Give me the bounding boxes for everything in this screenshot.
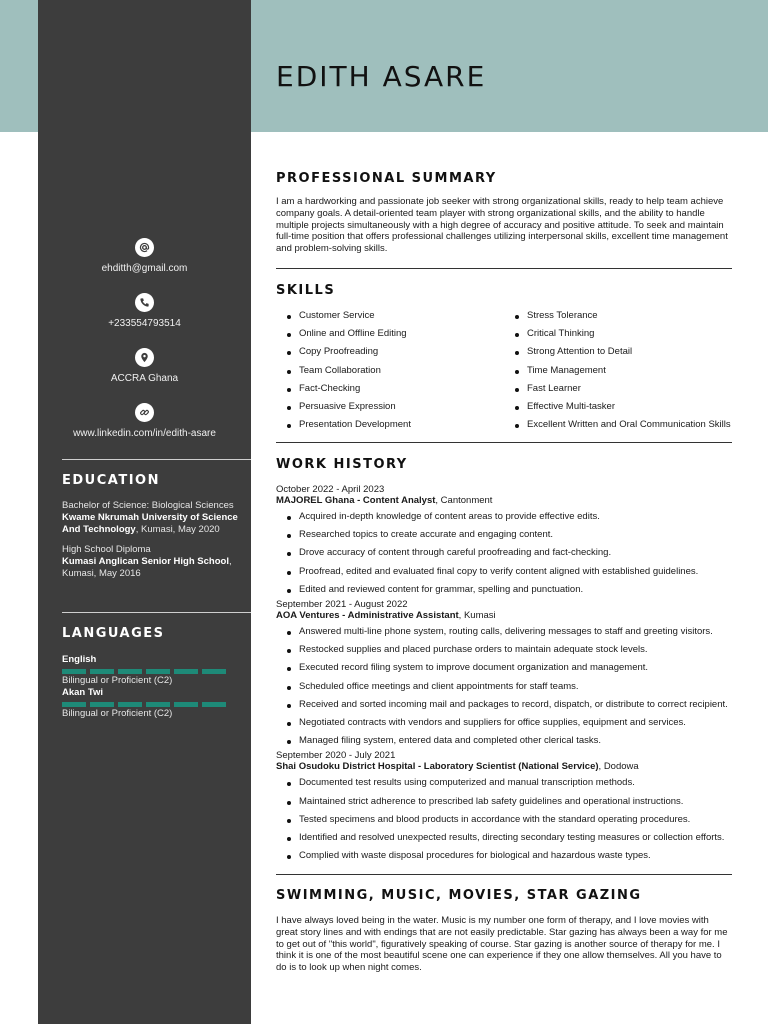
location-text: ACCRA Ghana — [110, 373, 179, 384]
work-heading: WORK HISTORY — [276, 457, 408, 472]
job-bullet: Drove accuracy of content through careful proofreading and fact-checking. — [276, 544, 732, 562]
job-bullets — [276, 508, 732, 599]
language-rating-bar — [62, 669, 251, 674]
hobbies-section — [276, 888, 732, 974]
job-bullets — [276, 623, 732, 750]
education-degree: Bachelor of Science: Biological Sciences — [62, 500, 234, 511]
job-bullet: Tested specimens and blood products in accordance with the standard operating procedures. — [276, 811, 732, 829]
skill-item: Stress Tolerance — [504, 307, 732, 325]
job-bullet: Managed filing system, entered data and completed other clerical tasks. — [276, 732, 732, 750]
skill-item: Persuasive Expression — [276, 398, 504, 416]
summary-section — [276, 171, 732, 255]
summary-text: I am a hardworking and passionate job seeker with strong organizational skills, ready to help team achieve company goals. A detail-oriented team player with strong organizational skills, and the ability to handle multiple projects simultaneously with a high degree of accuracy and positive attitude. To seek and maintain full-time position that offers professional challenges utilizing interpersonal skills, excellent time management and problem-solving skills. — [276, 196, 728, 255]
language-level: Bilingual or Proficient (C2) — [62, 675, 173, 686]
job-bullet: Proofread, edited and evaluated final copy to verify content aligned with established guidelines. — [276, 563, 732, 581]
job-bullet: Restocked supplies and placed purchase orders to maintain adequate stock levels. — [276, 641, 732, 659]
skill-item: Copy Proofreading — [276, 343, 504, 361]
education-detail: , Kumasi, May 2016 — [62, 556, 232, 579]
hobbies-text: I have always loved being in the water. Music is my number one form of therapy, and I love movies with great story lines and with endings that are not easily predictable. Star gazing has always been a way for me to get out of "this world", figuratively speaking of course. Star gazing is another source of therapy for me. I think it is one of the most beautiful scene one can experience if they one allow themselves. All you have to do is to look up when night comes. — [276, 915, 728, 974]
job-bullet: Identified and resolved unexpected results, directing secondary testing measures or collection efforts. — [276, 829, 732, 847]
job-location: , Dodowa — [598, 761, 639, 773]
rating-segment — [146, 702, 170, 707]
job-bullet: Answered multi-line phone system, routing calls, delivering messages to staff and greeting visitors. — [276, 623, 732, 641]
job-bullet: Received and sorted incoming mail and packages to record, dispatch, or distribute to correct recipient. — [276, 696, 732, 714]
skill-item: Fact-Checking — [276, 380, 504, 398]
skills-column-right — [504, 307, 732, 434]
skill-item: Strong Attention to Detail — [504, 343, 732, 361]
language-rating-bar — [62, 702, 251, 707]
sidebar-divider — [62, 612, 251, 613]
skill-item: Critical Thinking — [504, 325, 732, 343]
job-location: , Kumasi — [458, 610, 496, 622]
education-heading: EDUCATION — [62, 473, 160, 488]
rating-segment — [62, 702, 86, 707]
skills-list — [276, 307, 732, 434]
skill-item: Customer Service — [276, 307, 504, 325]
job-entry — [276, 599, 732, 750]
skill-item: Fast Learner — [504, 380, 732, 398]
job-entry — [276, 750, 732, 865]
education-school: Kumasi Anglican Senior High School — [62, 556, 229, 567]
sidebar — [38, 0, 251, 1024]
summary-heading: PROFESSIONAL SUMMARY — [276, 171, 497, 186]
education-degree: High School Diploma — [62, 544, 151, 555]
skill-item: Effective Multi-tasker — [504, 398, 732, 416]
languages-heading: LANGUAGES — [62, 626, 165, 641]
rating-segment — [90, 702, 114, 707]
skills-column-left — [276, 307, 504, 434]
rating-segment — [202, 669, 226, 674]
work-section — [276, 457, 732, 865]
job-bullet: Executed record filing system to improve document organization and management. — [276, 659, 732, 677]
skill-item: Online and Offline Editing — [276, 325, 504, 343]
hobbies-heading: SWIMMING, MUSIC, MOVIES, STAR GAZING — [276, 888, 642, 903]
rating-segment — [174, 702, 198, 707]
candidate-name: EDITH ASARE — [276, 60, 487, 93]
job-bullet: Researched topics to create accurate and engaging content. — [276, 526, 732, 544]
job-dates: September 2020 - July 2021 — [276, 750, 396, 762]
location-pin-icon — [135, 348, 154, 367]
contact-location — [38, 348, 251, 384]
job-entry — [276, 484, 732, 599]
language-item — [62, 687, 251, 720]
rating-segment — [174, 669, 198, 674]
job-bullet: Acquired in-depth knowledge of content areas to provide effective edits. — [276, 508, 732, 526]
section-divider — [276, 874, 732, 875]
rating-segment — [62, 669, 86, 674]
skill-item: Excellent Written and Oral Communication Skills — [504, 416, 732, 434]
job-dates: October 2022 - April 2023 — [276, 484, 385, 495]
job-bullet: Documented test results using computerized and manual transcription methods. — [276, 774, 732, 792]
contact-email — [38, 238, 251, 274]
job-bullet: Edited and reviewed content for grammar, spelling and punctuation. — [276, 581, 732, 599]
rating-segment — [90, 669, 114, 674]
phone-icon — [135, 293, 154, 312]
rating-segment — [118, 669, 142, 674]
education-item — [62, 500, 251, 536]
rating-segment — [146, 669, 170, 674]
sidebar-divider — [62, 459, 251, 460]
language-item — [62, 654, 251, 687]
job-bullet: Scheduled office meetings and client appointments for staff teams. — [276, 678, 732, 696]
contact-phone — [38, 293, 251, 329]
job-bullets — [276, 774, 732, 865]
education-section — [62, 473, 251, 580]
linkedin-text[interactable]: www.linkedin.com/in/edith-asare — [73, 428, 216, 439]
language-name: Akan Twi — [62, 687, 103, 698]
phone-text: +233554793514 — [108, 318, 181, 329]
email-text: ehditth@gmail.com — [101, 263, 188, 274]
job-employer: Shai Osudoku District Hospital - Laboratory Scientist (National Service) — [276, 761, 599, 773]
job-bullet: Complied with waste disposal procedures for biological and hazardous waste types. — [276, 847, 732, 865]
link-icon — [135, 403, 154, 422]
job-bullet: Maintained strict adherence to prescribed lab safety guidelines and operational instructions. — [276, 793, 732, 811]
languages-section — [62, 626, 251, 720]
job-dates: September 2021 - August 2022 — [276, 599, 408, 611]
skill-item: Time Management — [504, 362, 732, 380]
at-icon — [135, 238, 154, 257]
section-divider — [276, 268, 732, 269]
language-level: Bilingual or Proficient (C2) — [62, 708, 173, 719]
contact-linkedin — [38, 403, 251, 439]
education-school: Kwame Nkrumah University of Science And Technology — [62, 512, 238, 535]
work-jobs — [276, 484, 732, 865]
rating-segment — [202, 702, 226, 707]
section-divider — [276, 442, 732, 443]
job-employer: AOA Ventures - Administrative Assistant — [276, 610, 459, 622]
job-employer: MAJOREL Ghana - Content Analyst — [276, 495, 436, 506]
skills-heading: SKILLS — [276, 283, 336, 298]
job-bullet: Negotiated contracts with vendors and suppliers for office supplies, equipment and services. — [276, 714, 732, 732]
rating-segment — [118, 702, 142, 707]
skill-item: Presentation Development — [276, 416, 504, 434]
education-item — [62, 544, 251, 580]
job-location: , Cantonment — [435, 495, 493, 506]
skill-item: Team Collaboration — [276, 362, 504, 380]
education-detail: , Kumasi, May 2020 — [135, 524, 220, 535]
language-name: English — [62, 654, 97, 665]
